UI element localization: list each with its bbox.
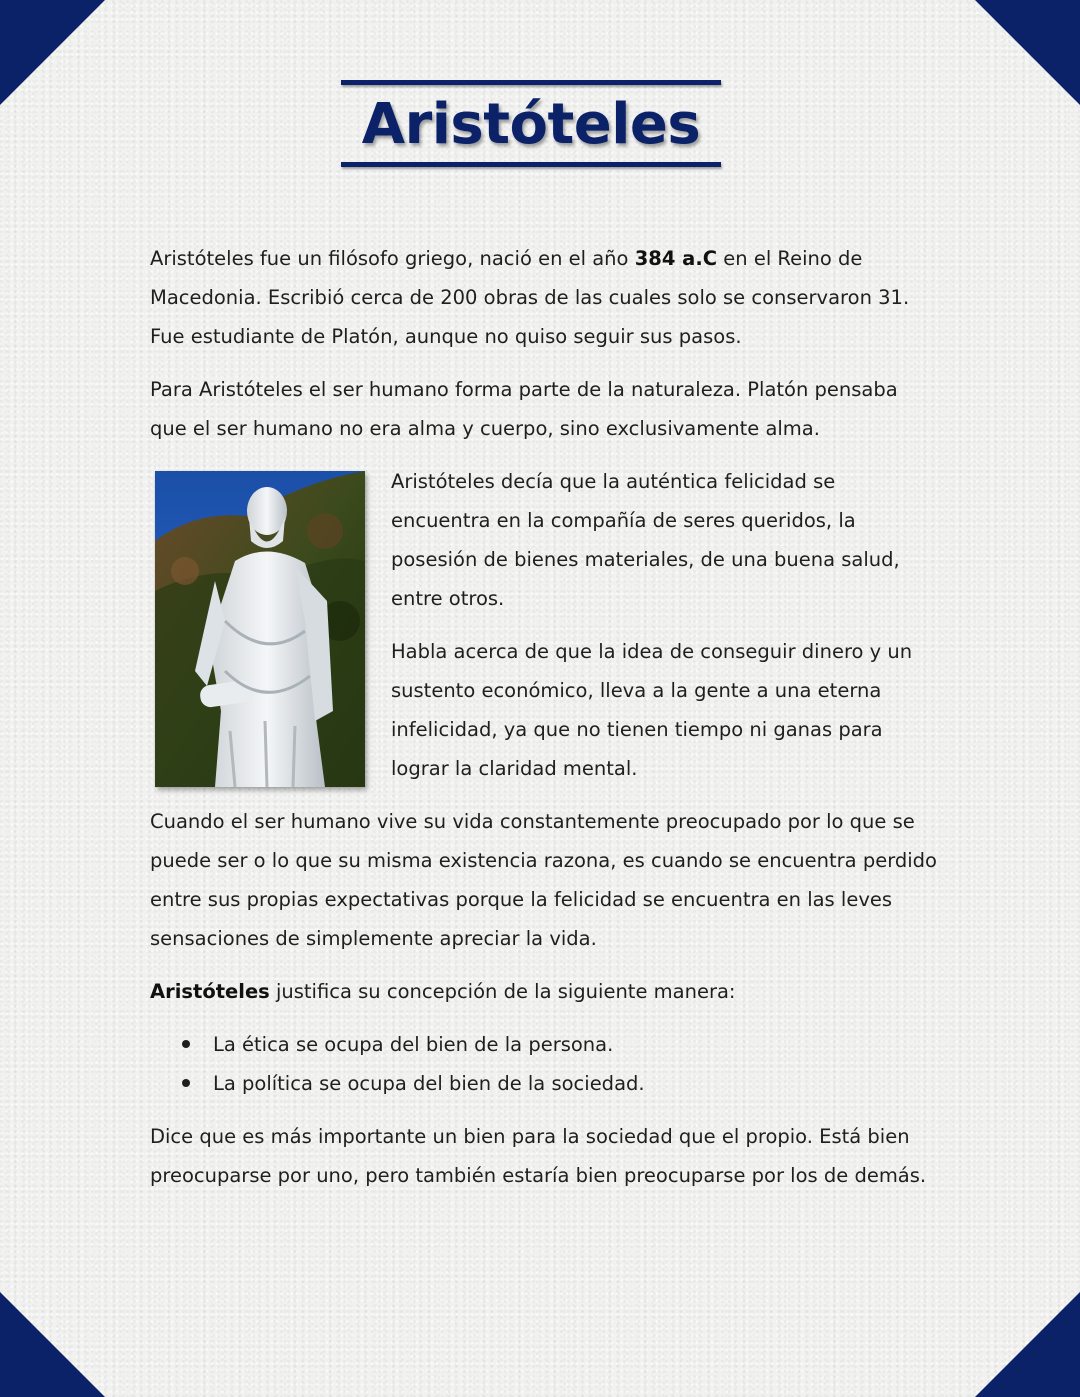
- bullet-list: [150, 1025, 940, 1103]
- intro-text-start: Aristóteles fue un filósofo griego, nació en el año: [150, 247, 635, 270]
- aristotle-statue-image: [155, 471, 365, 787]
- paragraph-society: Dice que es más importante un bien para la sociedad que el propio. Está bien preocuparse por uno, pero también estaría bien preocuparse por los de demás.: [150, 1125, 927, 1187]
- corner-decoration-bottom-right: [975, 1292, 1080, 1397]
- birth-year: 384 a.C: [634, 247, 718, 270]
- title-rule-bottom: [341, 162, 721, 167]
- paragraph-expectations: Cuando el ser humano vive su vida constantemente preocupado por lo que se puede ser o lo que su misma existencia razona, es cuando se encuentra perdido entre sus propias expectativas porque la felicidad se encuentra en las leves sensaciones de simplemente apreciar la vida.: [150, 810, 937, 950]
- paragraph-nature: Para Aristóteles el ser humano forma parte de la naturaleza. Platón pensaba que el ser humano no era alma y cuerpo, sino exclusivamente alma.: [150, 378, 898, 440]
- page-title: Aristóteles: [361, 92, 701, 157]
- intro-text-end: en el Reino de Macedonia. Escribió cerca de 200 obras de las cuales solo se conservaron 31. Fue estudiante de Platón, aunque no quiso seguir sus pasos.: [150, 247, 910, 348]
- title-block: [341, 80, 721, 172]
- paragraph-justification: [150, 972, 940, 1011]
- paragraph-money: Habla acerca de que la idea de conseguir dinero y un sustento económico, lleva a la gente a una eterna infelicidad, ya que no tienen tiempo ni ganas para lograr la claridad mental.: [391, 640, 913, 780]
- title-rule-top: [341, 80, 721, 85]
- corner-decoration-top-left: [0, 0, 105, 105]
- corner-decoration-top-right: [975, 0, 1080, 105]
- document-body: [150, 239, 940, 1209]
- paragraph-happiness: Aristóteles decía que la auténtica felicidad se encuentra en la compañía de seres queridos, la posesión de bienes materiales, de una buena salud, entre otros.: [391, 470, 900, 610]
- list-item: [150, 1025, 940, 1064]
- figure-section: [150, 462, 940, 802]
- list-item: [150, 1064, 940, 1103]
- corner-decoration-bottom-left: [0, 1292, 105, 1397]
- bullet-icon: [182, 1079, 190, 1087]
- justification-subject: Aristóteles: [150, 980, 270, 1003]
- justification-text: justifica su concepción de la siguiente manera:: [269, 980, 736, 1003]
- bullet-text-politics: La política se ocupa del bien de la sociedad.: [213, 1072, 645, 1095]
- paragraph-intro: [150, 239, 940, 356]
- bullet-icon: [182, 1040, 190, 1048]
- bullet-text-ethics: La ética se ocupa del bien de la persona.: [213, 1033, 614, 1056]
- figure-text: [391, 462, 931, 802]
